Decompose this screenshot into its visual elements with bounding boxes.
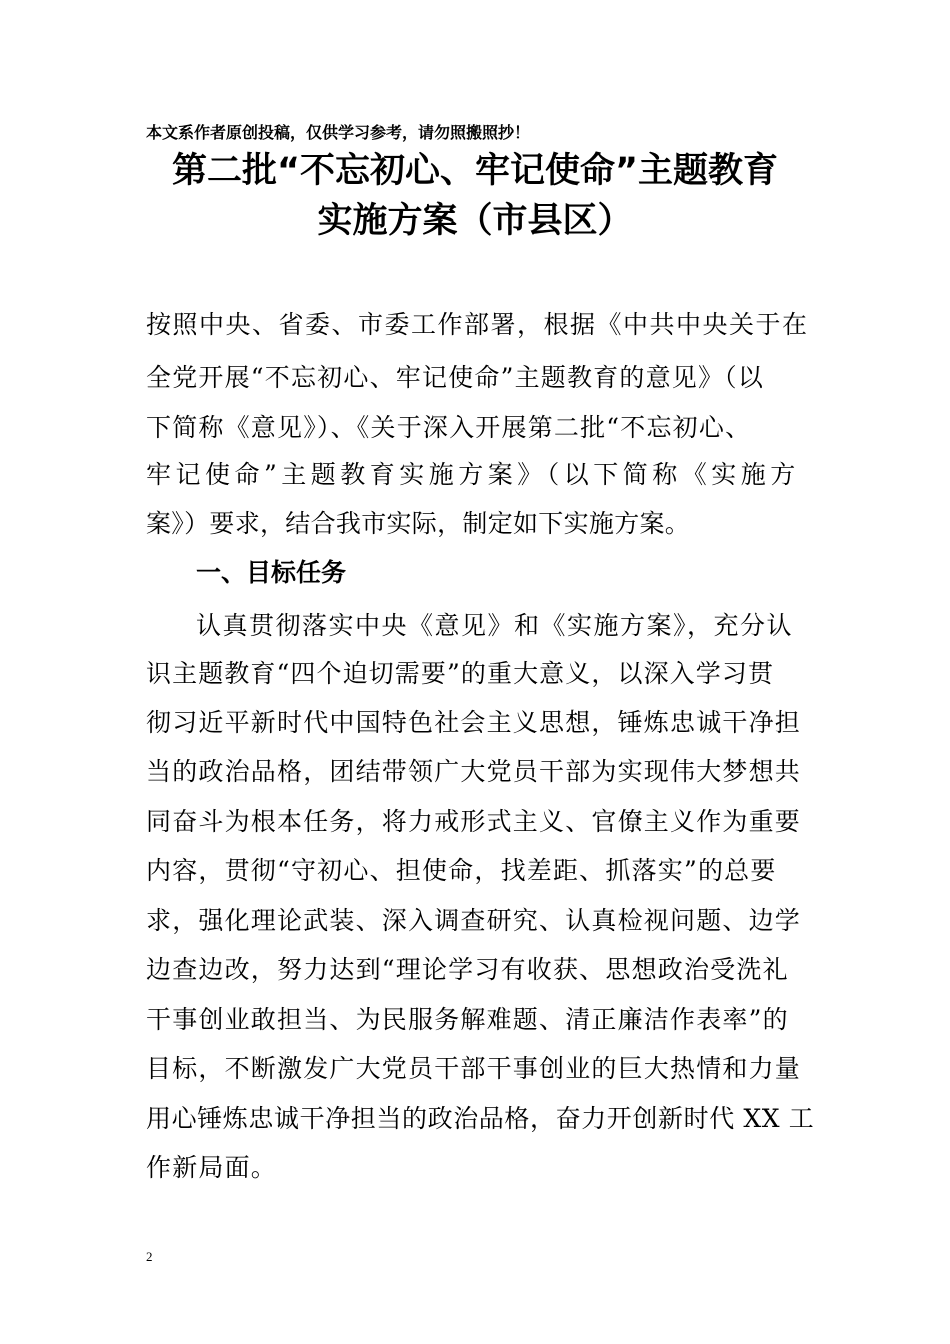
paragraph-line: 牢记使命”主题教育实施方案》（以下简称《实施方 <box>146 460 800 489</box>
paragraph-line: 用心锤炼忠诚干净担当的政治品格，奋力开创新时代 XX 工 <box>146 1104 815 1133</box>
page-number: 2 <box>146 1249 153 1264</box>
paragraph-line: 按照中央、省委、市委工作部署，根据《中共中央关于在 <box>146 310 809 339</box>
paragraph-line: 下简称《意见》）、《关于深入开展第二批“不忘初心、 <box>146 413 752 442</box>
paragraph-line: 目标，不断激发广大党员干部干事创业的巨大热情和力量 <box>146 1054 802 1083</box>
copyright-notice: 本文系作者原创投稿，仅供学习参考，请勿照搬照抄！ <box>146 123 531 142</box>
section-heading-objectives: 一、目标任务 <box>196 558 347 587</box>
paragraph-line: 作新局面。 <box>146 1153 278 1182</box>
document-title-line-1: 第二批“不忘初心、牢记使命”主题教育 <box>171 151 778 191</box>
paragraph-line: 全党开展“不忘初心、牢记使命”主题教育的意见》（以 <box>146 363 765 392</box>
document-title-line-2: 实施方案（市县区） <box>317 201 633 241</box>
paragraph-line: 同奋斗为根本任务，将力戒形式主义、官僚主义作为重要 <box>146 807 802 836</box>
paragraph-line: 认真贯彻落实中央《意见》和《实施方案》，充分认 <box>196 611 794 640</box>
paragraph-line: 边查边改，努力达到“理论学习有收获、思想政治受洗礼 <box>146 955 789 984</box>
paragraph-line: 案》）要求，结合我市实际，制定如下实施方案。 <box>146 509 691 538</box>
paragraph-line: 识主题教育“四个迫切需要”的重大意义，以深入学习贯 <box>146 659 775 688</box>
paragraph-line: 内容，贯彻“守初心、担使命，找差距、抓落实”的总要 <box>146 856 777 885</box>
paragraph-line: 干事创业敢担当、为民服务解难题、清正廉洁作表率”的 <box>146 1005 789 1034</box>
paragraph-line: 彻习近平新时代中国特色社会主义思想，锤炼忠诚干净担 <box>146 708 802 737</box>
paragraph-line: 求，强化理论武装、深入调查研究、认真检视问题、边学 <box>146 906 802 935</box>
paragraph-line: 当的政治品格，团结带领广大党员干部为实现伟大梦想共 <box>146 757 802 786</box>
